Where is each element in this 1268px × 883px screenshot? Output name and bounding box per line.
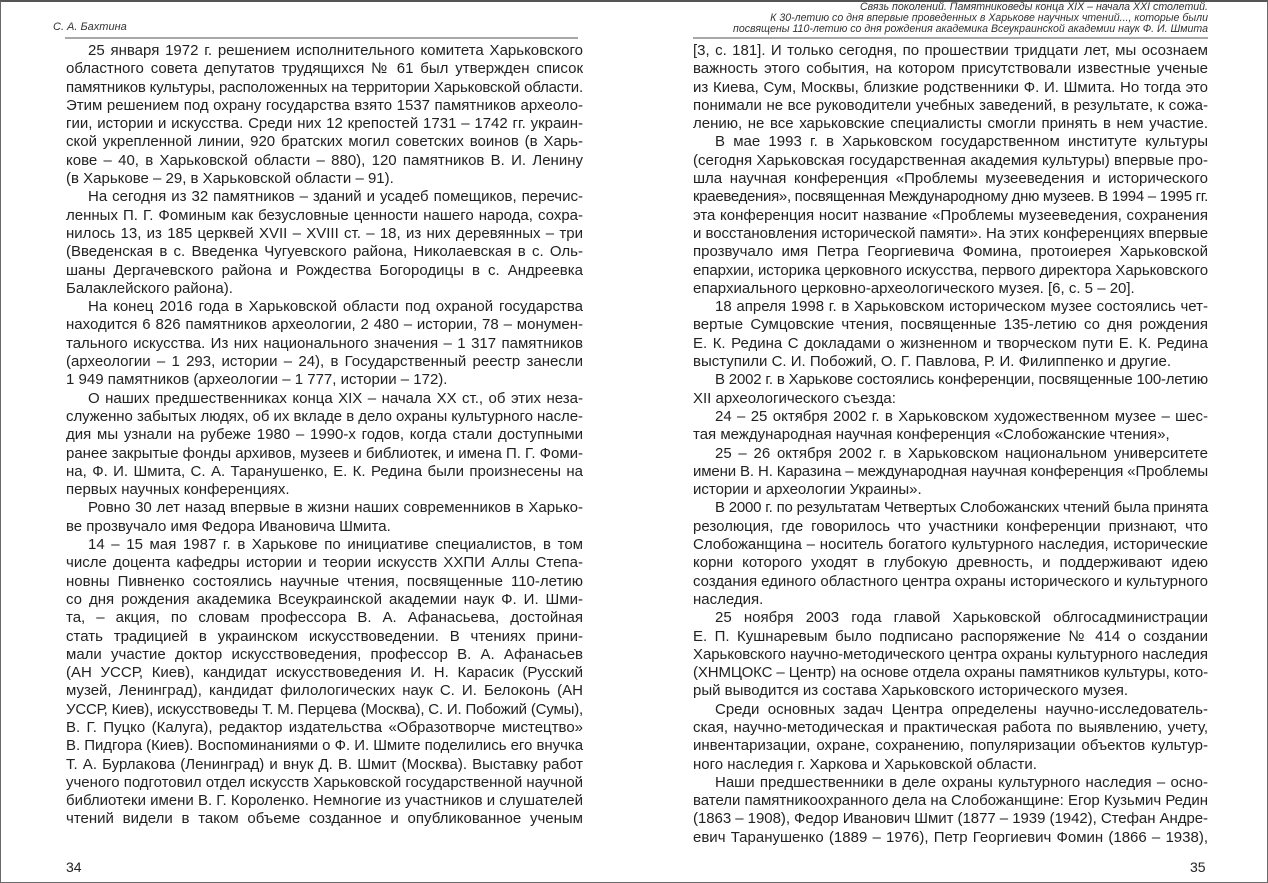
paragraph <box>693 499 1208 609</box>
text-line: Ровно 30 лет назад впервые в жизни наших современников в Харько- <box>88 499 583 517</box>
text-line: стать традицией в украинском искусствоведении. В чтениях прини- <box>66 627 583 645</box>
text-line: 25 января 1972 г. решением исполнительного комитета Харьковского <box>88 42 583 59</box>
paragraph <box>693 133 1208 298</box>
paragraph <box>66 390 583 500</box>
paragraph <box>66 298 583 389</box>
text-line: Наши предшественники в деле охраны культурного наследия – осно- <box>715 773 1208 791</box>
text-line: нилось 13, из 185 церквей XVII – XVIII ст. – 18, из них деревянных – три <box>66 224 583 242</box>
text-line: Среди основных задач Центра определены научно-исследователь- <box>715 700 1208 718</box>
text-line: служенно забытых людях, об их вкладе в дело охраны культурного насле- <box>66 407 583 425</box>
text-line: чтений видели в таком объеме созданное и опубликованное ученым <box>66 810 583 828</box>
paragraph <box>693 701 1208 774</box>
text-line: лению, не все харьковские специалисты смогли принять в нем участие. <box>693 115 1208 133</box>
paragraph <box>693 42 1208 133</box>
text-line: В мае 1993 г. в Харьковском государственном институте культуры <box>715 133 1208 151</box>
text-line: Харьковского научно-методического центра охраны культурного наследия <box>693 645 1208 663</box>
paragraph <box>693 298 1208 371</box>
text-line: О наших предшественниках конца XIX – начала XX ст., об этих неза- <box>88 389 583 407</box>
text-line: ленных П. Г. Фоминым как безусловные ценности нашего народа, сохра- <box>66 206 583 224</box>
text-line: ской укрепленной линии, 920 братских могил советских воинов (в Харь- <box>66 133 583 151</box>
text-line: эта конференция носит название «Проблемы музееведения, сохранения <box>693 206 1208 224</box>
text-line: епархиального церковно-археологического музея. [6, с. 5 – 20]. <box>693 279 1135 297</box>
text-line: Е. К. Редина С докладами о жизненном и творческом пути Е. К. Редина <box>693 334 1208 352</box>
text-line: шла научная конференция «Проблемы музееведения и исторического <box>693 170 1208 188</box>
text-line: ве прозвучало имя Федора Ивановича Шмита. <box>66 517 391 535</box>
text-line: Т. А. Бурлакова (Ленинград) и внук Д. В. Шмит (Москва). Выставку работ <box>66 755 583 773</box>
text-line: тального искусства. Из них национального значения – 1 317 памятников <box>66 334 583 352</box>
text-line: (в Харькове – 29, в Харьковской области – 91). <box>66 170 394 188</box>
paragraph <box>66 499 583 536</box>
text-line: епархии, историка церковного искусства, первого директора Харьковского <box>693 261 1208 279</box>
text-line: (Введенская в с. Введенка Чугуевского района, Николаевская в с. Оль- <box>66 243 583 261</box>
text-line: дия мы узнали на рубеже 1980 – 1990-х годов, когда стали доступными <box>66 426 583 444</box>
paragraph <box>693 445 1208 500</box>
text-line: новны Пивненко состоялись научные чтения, посвященные 110-летию <box>66 572 583 590</box>
text-line: (ХНМЦОКС – Центр) на основе отдела охраны памятников культуры, кото- <box>693 664 1208 682</box>
running-header-line: К 30-летию со дня впервые проведенных в Харькове научных чтений..., которые были <box>770 12 1208 24</box>
text-line: В 2000 г. по результатам Четвертых Слобожанских чтений была принята <box>715 499 1208 517</box>
paragraph <box>693 609 1208 700</box>
text-line: на, Ф. И. Шмита, С. А. Таранушенко, Е. К. Редина были произнесены на <box>66 462 583 480</box>
text-line: (археологии – 1 293, истории – 24), в Государственный реестр занесли <box>66 353 583 371</box>
text-line: первых научных конференциях. <box>66 481 290 499</box>
text-line: XII археологического съезда: <box>693 389 896 407</box>
text-line: На конец 2016 года в Харьковской области под охраной государства <box>88 298 583 316</box>
running-header-title <box>733 2 1208 35</box>
text-line: библиотеки имени В. Г. Короленко. Немногие из участников и слушателей <box>66 792 583 810</box>
running-header-line: посвящены 110-летию со дня рождения академика Всеукраинской академии наук Ф. И. Шмита <box>733 23 1208 35</box>
text-line: 18 апреля 1998 г. в Харьковском историческом музее состоялись чет- <box>715 298 1208 316</box>
paragraph <box>66 536 583 829</box>
text-line: наследия. <box>693 590 764 608</box>
text-line: инвентаризации, охране, сохранению, популяризации объектов культур- <box>693 737 1208 755</box>
text-line: В. Г. Пуцко (Калуга), редактор издательства «Образотворче мистецтво» <box>66 718 583 736</box>
text-line: рый выводится из состава Харьковского исторического музея. <box>693 682 1129 700</box>
text-line: имени В. Н. Каразина – международная научная конференция «Проблемы <box>693 462 1208 480</box>
text-line: создания единого областного центра охраны исторического и культурного <box>693 572 1208 590</box>
paragraph <box>693 371 1208 408</box>
text-line: выступили С. И. Побожий, О. Г. Павлова, Р. И. Филиппенко и другие. <box>693 353 1171 371</box>
text-line: краеведения», посвященная Международному дню музеев. В 1994 – 1995 гг. <box>693 188 1208 206</box>
text-line: Слобожанщина – носитель богатого культурного наследия, исторические <box>693 536 1208 554</box>
text-line: УССР, Киев), искусствоведы Т. М. Перцева (Москва), С. И. Побожий (Сумы), <box>66 700 583 718</box>
text-line: числе доцента кафедры истории и теории искусств ХХПИ Аллы Степа- <box>66 554 583 572</box>
text-line: 24 – 25 октября 2002 г. в Харьковском художественном музее – шес- <box>715 407 1208 425</box>
header-rule-right <box>693 37 1208 39</box>
text-line: тая международная научная конференция «Слобожанские чтения», <box>693 426 1170 444</box>
text-line: кове – 40, в Харьковской области – 880), 120 памятников В. И. Ленину <box>66 151 583 169</box>
text-line: [3, с. 181]. И только сегодня, по прошествии тридцати лет, мы осознаем <box>693 42 1208 59</box>
text-line: шаны Дергачевского района и Рождества Богородицы в с. Андреевка <box>66 261 583 279</box>
text-line: Е. П. Кушнаревым было подписано распоряжение № 414 о создании <box>693 627 1208 645</box>
text-line: ного наследия г. Харкова и Харьковской области. <box>693 755 1037 773</box>
text-line: (сегодня Харьковская государственная академия культуры) впервые про- <box>693 151 1208 169</box>
text-line: корни которого уходят в глубокую древность, и поддерживают идею <box>693 554 1208 572</box>
text-line: Балаклейского района). <box>66 279 233 297</box>
paragraph <box>693 774 1208 847</box>
text-line: памятников культуры, расположенных на территории Харьковской области. <box>66 78 583 96</box>
text-line: вертые Сумцовские чтения, посвященные 135-летию со дня рождения <box>693 316 1208 334</box>
text-line: гии, истории и искусства. Среди них 12 крепостей 1731 – 1742 гг. украин- <box>66 115 583 133</box>
text-line: понимали не все руководители учебных заведений, в результате, к сожа- <box>693 96 1208 114</box>
left-page-text <box>66 42 583 829</box>
paragraph <box>693 408 1208 445</box>
running-header-line: Связь поколений. Памятниковеды конца XIX – начала XXI столетий. <box>859 1 1208 13</box>
page-number-right: 35 <box>1190 859 1206 875</box>
text-line: ская, научно-методическая и практическая работа по выявлению, учету, <box>693 718 1208 736</box>
text-line: евич Таранушенко (1889 – 1976), Петр Георгиевич Фомин (1866 – 1938), <box>693 828 1208 846</box>
text-line: В 2002 г. в Харькове состоялись конференции, посвященные 100-летию <box>715 371 1208 389</box>
text-line: 25 – 26 октября 2002 г. в Харьковском национальном университете <box>715 444 1208 462</box>
text-line: 1 949 памятников (археологии – 1 777, истории – 172). <box>66 371 448 389</box>
text-line: та, – акция, по словам профессора В. А. Афанасьева, достойная <box>66 609 583 627</box>
text-line: резолюция, где говорилось что участники конференции признают, что <box>693 517 1208 535</box>
text-line: (АН УССР, Киев), кандидат искусствоведения И. Н. Карасик (Русский <box>66 664 583 682</box>
text-line: В. Пидгора (Киев). Воспоминаниями о Ф. И. Шмите поделились его внучка <box>66 737 583 755</box>
text-line: ранее закрытые фонды архивов, музеев и библиотек, и имена П. Г. Фоми- <box>66 444 583 462</box>
right-page-text <box>693 42 1208 847</box>
text-line: музей, Ленинград), кандидат филологических наук С. И. Белоконь (АН <box>66 682 583 700</box>
text-line: и восстановления исторической памяти». На этих конференциях впервые <box>693 224 1208 242</box>
text-line: важность этого события, на котором присутствовали известные ученые <box>693 60 1208 78</box>
text-line: 25 ноября 2003 года главой Харьковской облгосадминистрации <box>715 609 1208 627</box>
text-line: прозвучало имя Петра Георгиевича Фомина, протоиерея Харьковской <box>693 243 1208 261</box>
text-line: 14 – 15 мая 1987 г. в Харькове по инициативе специалистов, в том <box>88 536 583 554</box>
header-rule-left <box>65 37 578 39</box>
text-line: мали участие доктор искусствоведения, профессор В. А. Афанасьев <box>66 645 583 663</box>
page-number-left: 34 <box>66 859 82 875</box>
text-line: ученого подготовил отдел искусств Харьковской государственной научной <box>66 773 583 791</box>
text-line: Этим решением под охрану государства взято 1537 памятников археоло- <box>66 96 583 114</box>
text-line: из Киева, Сум, Москвы, близкие родственники Ф. И. Шмита. Но тогда это <box>693 78 1208 96</box>
text-line: со дня рождения академика Всеукраинской академии наук Ф. И. Шми- <box>66 590 583 608</box>
text-line: На сегодня из 32 памятников – зданий и усадеб помещиков, перечис- <box>88 188 583 206</box>
text-line: ватели памятникоохранного дела на Слобожанщине: Егор Кузьмич Редин <box>693 792 1208 810</box>
running-header-author: С. А. Бахтина <box>53 21 127 33</box>
paragraph <box>66 42 583 188</box>
text-line: находится 6 826 памятников археологии, 2 480 – истории, 78 – монумен- <box>66 316 583 334</box>
text-line: истории и археологии Украины». <box>693 481 922 499</box>
text-line: областного совета депутатов трудящихся № 61 был утвержден список <box>66 60 583 78</box>
text-line: (1863 – 1908), Федор Иванович Шмит (1877 – 1939 (1942), Стефан Андре- <box>693 810 1208 828</box>
paragraph <box>66 188 583 298</box>
